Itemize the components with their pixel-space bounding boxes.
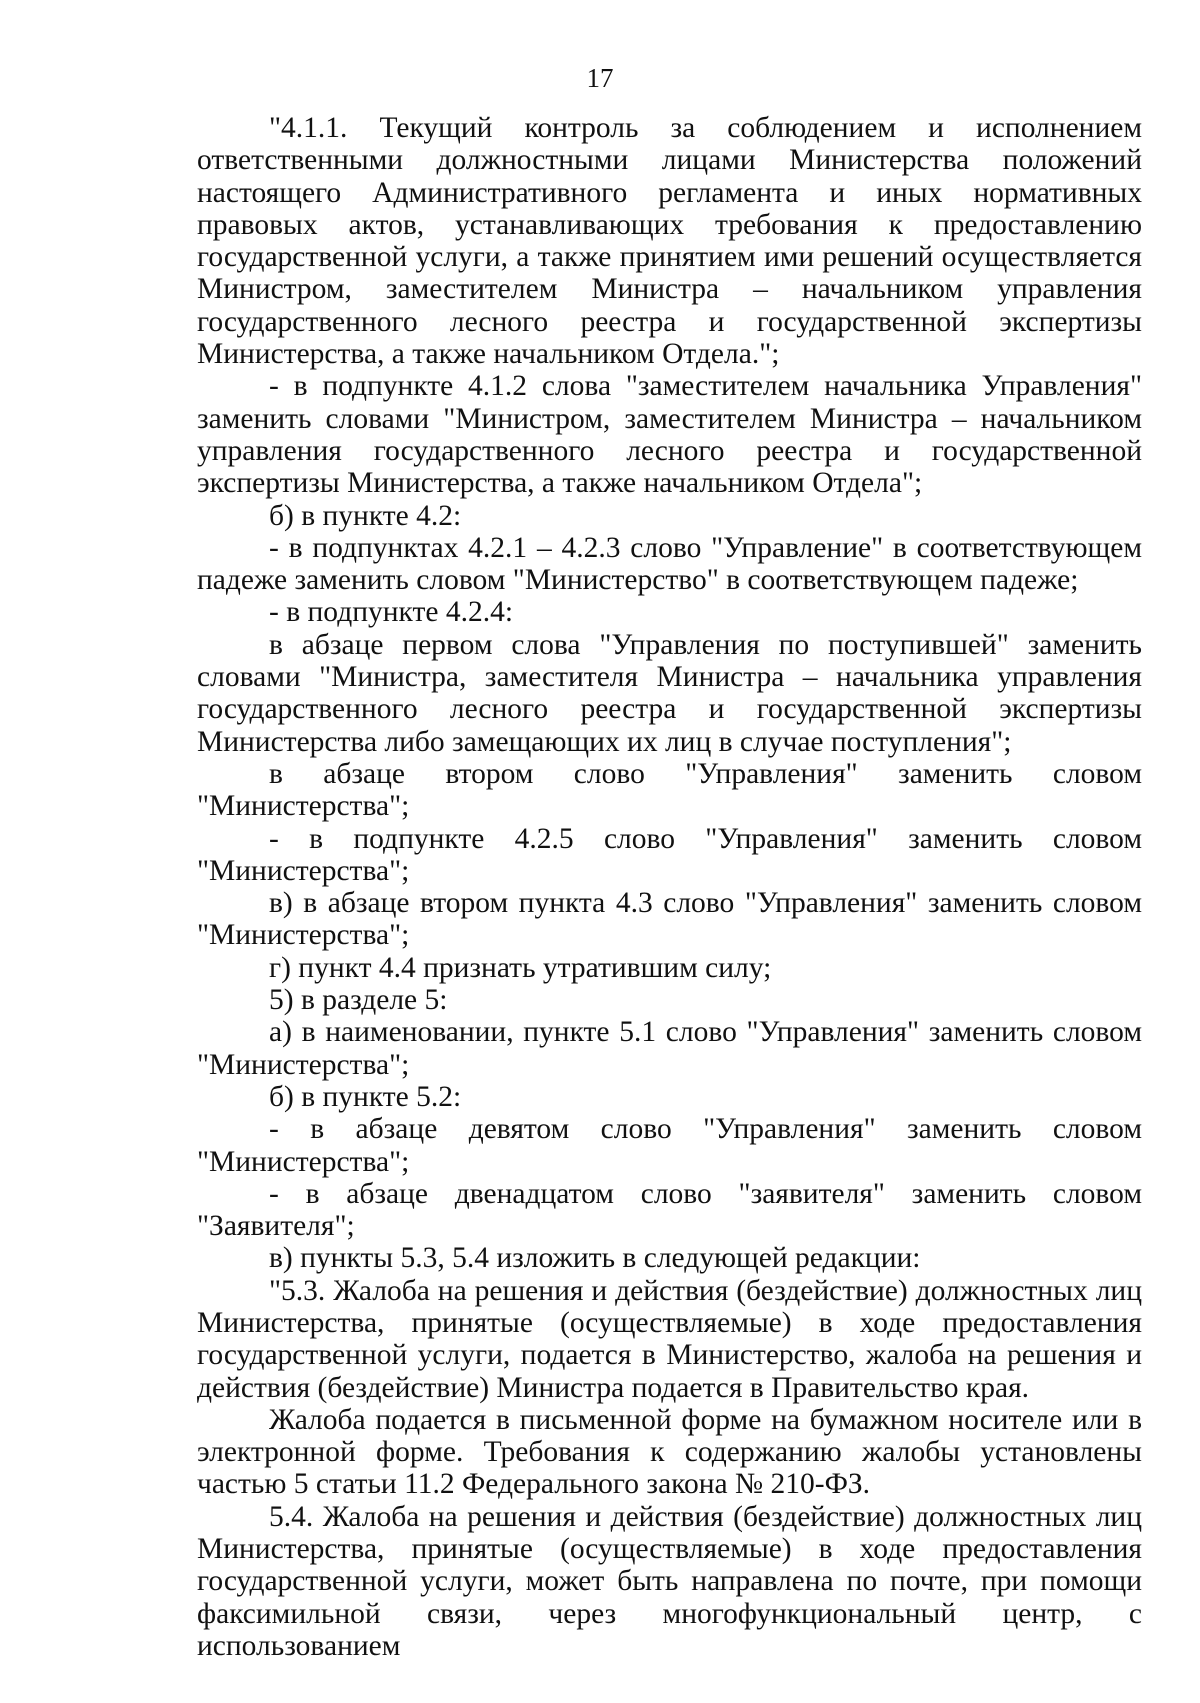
paragraph: Жалоба подается в письменной форме на бумажном носителе или в электронной форме. Требования к содержанию жалобы установлены частью 5 статьи 11.2 Федерального закона № 210-ФЗ. <box>197 1403 1142 1501</box>
paragraph: "4.1.1. Текущий контроль за соблюдением и исполнением ответственными должностными лицами Министерства положений настоящего Административного регламента и иных нормативных правовых актов, устанавливающих требования к предоставлению государственной услуги, а также принятием ими решений осуществляется Министром, заместителем Министра – начальником управления государственного лесного реестра и государственной экспертизы Министерства, а также начальником Отдела."; <box>197 112 1142 371</box>
paragraph: - в абзаце девятом слово "Управления" заменить словом "Министерства"; <box>197 1113 1142 1178</box>
paragraph: в абзаце втором слово "Управления" заменить словом "Министерства"; <box>197 757 1142 823</box>
paragraph: в абзаце первом слова "Управления по поступившей" заменить словами "Министра, заместителя Министра – начальника управления государственного лесного реестра и государственной экспертизы Министерства либо замещающих их лиц в случае поступления"; <box>197 628 1142 758</box>
paragraph: - в абзаце двенадцатом слово "заявителя" заменить словом "Заявителя"; <box>197 1177 1142 1243</box>
document-body <box>197 112 1142 1662</box>
paragraph: г) пункт 4.4 признать утратившим силу; <box>269 951 772 984</box>
paragraph: - в подпунктах 4.2.1 – 4.2.3 слово "Управление" в соответствующем падеже заменить словом "Министерство" в соответствующем падеже; <box>197 531 1142 597</box>
paragraph: а) в наименовании, пункте 5.1 слово "Управления" заменить словом "Министерства"; <box>197 1016 1142 1081</box>
paragraph: в) пункты 5.3, 5.4 изложить в следующей редакции: <box>269 1242 921 1275</box>
paragraph: "5.3. Жалоба на решения и действия (бездействие) должностных лиц Министерства, принятые (осуществляемые) в ходе предоставления государственной услуги, подается в Министерство, жалоба на решения и действия (бездействие) Министра подается в Правительство края. <box>197 1274 1142 1404</box>
paragraph: б) в пункте 4.2: <box>269 499 462 532</box>
paragraph: в) в абзаце втором пункта 4.3 слово "Управления" заменить словом "Министерства"; <box>197 887 1142 952</box>
paragraph: 5.4. Жалоба на решения и действия (бездействие) должностных лиц Министерства, принятые (осуществляемые) в ходе предоставления государственной услуги, может быть направлена по почте, при помощи факсимильной связи, через многофункциональный центр, с использованием <box>197 1500 1142 1662</box>
page-number: 17 <box>586 63 614 93</box>
paragraph: - в подпункте 4.1.2 слова "заместителем начальника Управления" заменить словами "Министром, заместителем Министра – начальником управления государственного лесного реестра и государственной экспертизы Министерства, а также начальником Отдела"; <box>197 370 1142 500</box>
paragraph: б) в пункте 5.2: <box>269 1080 462 1113</box>
paragraph: - в подпункте 4.2.5 слово "Управления" заменить словом "Министерства"; <box>197 822 1142 887</box>
paragraph: 5) в разделе 5: <box>269 984 448 1017</box>
paragraph: - в подпункте 4.2.4: <box>269 596 514 629</box>
